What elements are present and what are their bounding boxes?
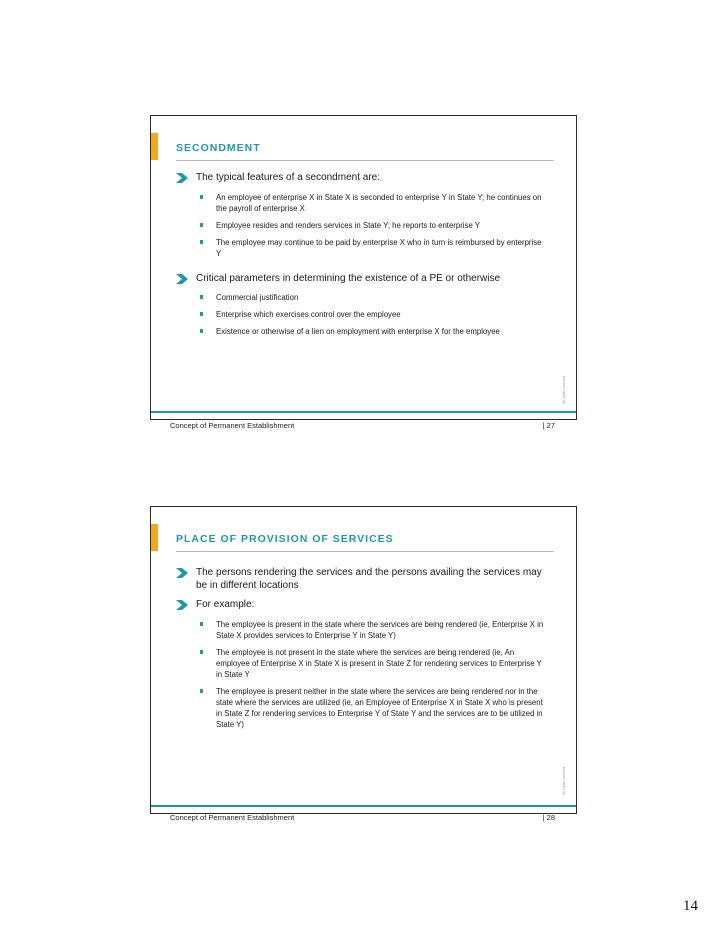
sub-bullet — [171, 292, 546, 303]
footer-text: Concept of Permanent Establishment — [170, 421, 295, 430]
sub-bullet — [171, 237, 546, 259]
slide-title: SECONDMENT — [176, 142, 261, 154]
bullet-point — [171, 172, 546, 185]
sub-bullet-text: Employee resides and renders services in State Y; he reports to enterprise Y — [216, 220, 481, 230]
sub-bullet — [171, 686, 546, 730]
bullet-point — [171, 599, 546, 612]
slide-footer — [170, 813, 555, 822]
bullet-text: For example: — [196, 599, 255, 610]
copyright-notice: All rights reserved — [562, 766, 566, 795]
sub-bullet-text: The employee is not present in the state where the services are being rendered (ie, An employee of Enterprise X in State X is present in State Z for rendering services to Enterprise Y in State Y — [216, 647, 542, 679]
sub-bullet-text: The employee may continue to be paid by enterprise X who in turn is reimbursed by enterprise Y — [216, 237, 542, 258]
square-bullet-icon — [200, 195, 203, 199]
title-accent-bar — [151, 524, 158, 551]
bullet-text: The persons rendering the services and the persons availing the services may be in different locations — [196, 567, 542, 591]
square-bullet-icon — [200, 223, 203, 227]
chevron-right-icon — [176, 568, 188, 578]
footer-divider — [151, 805, 576, 807]
title-accent-bar — [151, 133, 158, 160]
footer-text: Concept of Permanent Establishment — [170, 813, 295, 822]
sub-bullet-text: An employee of enterprise X in State X is seconded to enterprise Y in State Y; he continues on the payroll of enterprise X — [216, 192, 542, 213]
bullet-text: Critical parameters in determining the existence of a PE or otherwise — [196, 272, 501, 284]
square-bullet-icon — [200, 329, 203, 333]
slide-page-label: | 27 — [542, 421, 555, 430]
bullet-text: The typical features of a secondment are: — [196, 172, 380, 183]
square-bullet-icon — [200, 240, 203, 244]
footer-divider — [151, 411, 576, 413]
square-bullet-icon — [200, 312, 203, 316]
sub-bullet — [171, 192, 546, 214]
sub-bullet — [171, 309, 546, 320]
slide-title: PLACE OF PROVISION OF SERVICES — [176, 533, 394, 545]
sub-bullet-text: Existence or otherwise of a lien on employment with enterprise X for the employee — [216, 327, 500, 336]
square-bullet-icon — [200, 689, 203, 693]
bullet-point — [171, 567, 546, 592]
bullet-point — [171, 273, 546, 286]
square-bullet-icon — [200, 650, 203, 654]
sub-bullet — [171, 647, 546, 680]
slide-content — [171, 172, 546, 343]
sub-bullet-text: The employee is present in the state where the services are being rendered (ie, Enterprise X in State X provides services to Enterprise Y in State Y) — [216, 619, 544, 640]
square-bullet-icon — [200, 622, 203, 626]
chevron-right-icon — [176, 173, 188, 183]
chevron-right-icon — [176, 600, 188, 610]
slide-page-label: | 28 — [542, 813, 555, 822]
title-divider — [176, 160, 554, 161]
slide-footer — [170, 421, 555, 430]
sub-bullet — [171, 326, 546, 337]
sub-bullet — [171, 220, 546, 231]
chevron-right-icon — [176, 274, 188, 284]
copyright-notice: All rights reserved — [562, 375, 566, 404]
slide-place-of-provision — [150, 506, 577, 822]
square-bullet-icon — [200, 295, 203, 299]
sub-bullet-text: Enterprise which exercises control over the employee — [216, 310, 401, 319]
sub-bullet-text: The employee is present neither in the state where the services are being rendered nor in the state where the services are utilized (ie, an Employee of Enterprise X in State X who is present in State Z for rendering services to Enterprise Y of State Y and the services are to be utilized in State Y) — [216, 686, 543, 729]
title-divider — [176, 551, 554, 552]
slide-content — [171, 567, 546, 736]
document-page-number: 14 — [683, 898, 698, 914]
sub-bullet-text: Commercial justification — [216, 293, 299, 302]
slide-secondment — [150, 115, 577, 430]
sub-bullet — [171, 619, 546, 641]
